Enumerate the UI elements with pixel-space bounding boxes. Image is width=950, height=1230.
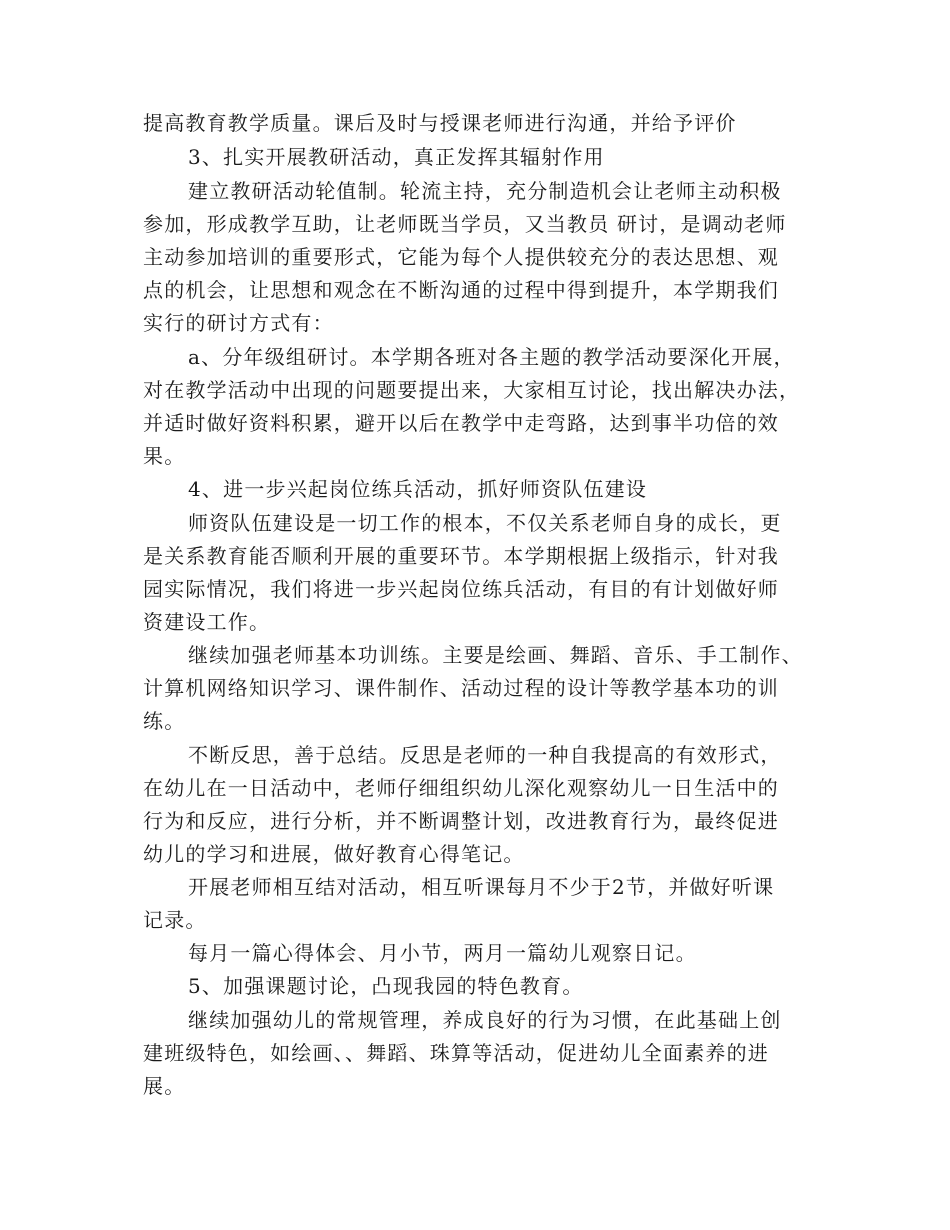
text-line: 建班级特色，如绘画、、舞蹈、珠算等活动，促进幼儿全面素养的进 xyxy=(143,1041,769,1065)
text-line: 园实际情况，我们将进一步兴起岗位练兵活动，有目的有计划做好师 xyxy=(143,577,779,601)
text-line: 不断反思，善于总结。反思是老师的一种自我提高的有效形式， xyxy=(188,743,782,767)
text-line: 提高教育教学质量。课后及时与授课老师进行沟通，并给予评价 xyxy=(143,111,737,135)
text-line: 练。 xyxy=(143,709,186,733)
text-line: 师资队伍建设是一切工作的根本，不仅关系老师自身的成长，更 xyxy=(188,511,782,535)
text-line: 幼儿的学习和进展，做好教育心得笔记。 xyxy=(143,842,525,866)
text-line: 资建设工作。 xyxy=(143,610,271,634)
text-line: 继续加强幼儿的常规管理，养成良好的行为习惯，在此基础上创 xyxy=(188,1008,782,1032)
text-line: 对在教学活动中出现的问题要提出来，大家相互讨论，找出解决办法， xyxy=(143,378,801,402)
text-line: 展。 xyxy=(143,1074,186,1098)
text-line: 每月一篇心得体会、月小节，两月一篇幼儿观察日记。 xyxy=(188,941,697,965)
section-heading: 5、加强课题讨论，凸现我园的特色教育。 xyxy=(188,974,584,998)
text-line: 是关系教育能否顺利开展的重要环节。本学期根据上级指示，针对我 xyxy=(143,544,779,568)
text-line: 参加，形成教学互助，让老师既当学员，又当教员 研讨，是调动老师 xyxy=(143,212,787,236)
text-line: 计算机网络知识学习、课件制作、活动过程的设计等教学基本功的训 xyxy=(143,676,779,700)
text-line: 开展老师相互结对活动，相互听课每月不少于2节，并做好听课 xyxy=(188,875,775,899)
section-heading: 4、进一步兴起岗位练兵活动，抓好师资队伍建设 xyxy=(188,477,648,501)
text-line: 并适时做好资料积累，避开以后在教学中走弯路，达到事半功倍的效 xyxy=(143,411,779,435)
text-line: 主动参加培训的重要形式，它能为每个人提供较充分的表达思想、观 xyxy=(143,245,779,269)
text-line: 行为和反应，进行分析，并不断调整计划，改进教育行为，最终促进 xyxy=(143,809,779,833)
section-heading: 3、扎实开展教研活动，真正发挥其辐射作用 xyxy=(188,145,605,169)
text-line: 建立教研活动轮值制。轮流主持，充分制造机会让老师主动积极 xyxy=(188,179,782,203)
text-line: 实行的研讨方式有： xyxy=(143,311,334,335)
text-line: 记录。 xyxy=(143,908,207,932)
text-line: 在幼儿在一日活动中，老师仔细组织幼儿深化观察幼儿一日生活中的 xyxy=(143,776,779,800)
text-line: 点的机会，让思想和观念在不断沟通的过程中得到提升，本学期我们 xyxy=(143,278,779,302)
text-line: 果。 xyxy=(143,444,186,468)
text-line: 继续加强老师基本功训练。主要是绘画、舞蹈、音乐、手工制作、 xyxy=(188,643,803,667)
text-line: a、分年级组研讨。本学期各班对各主题的教学活动要深化开展， xyxy=(188,345,795,369)
